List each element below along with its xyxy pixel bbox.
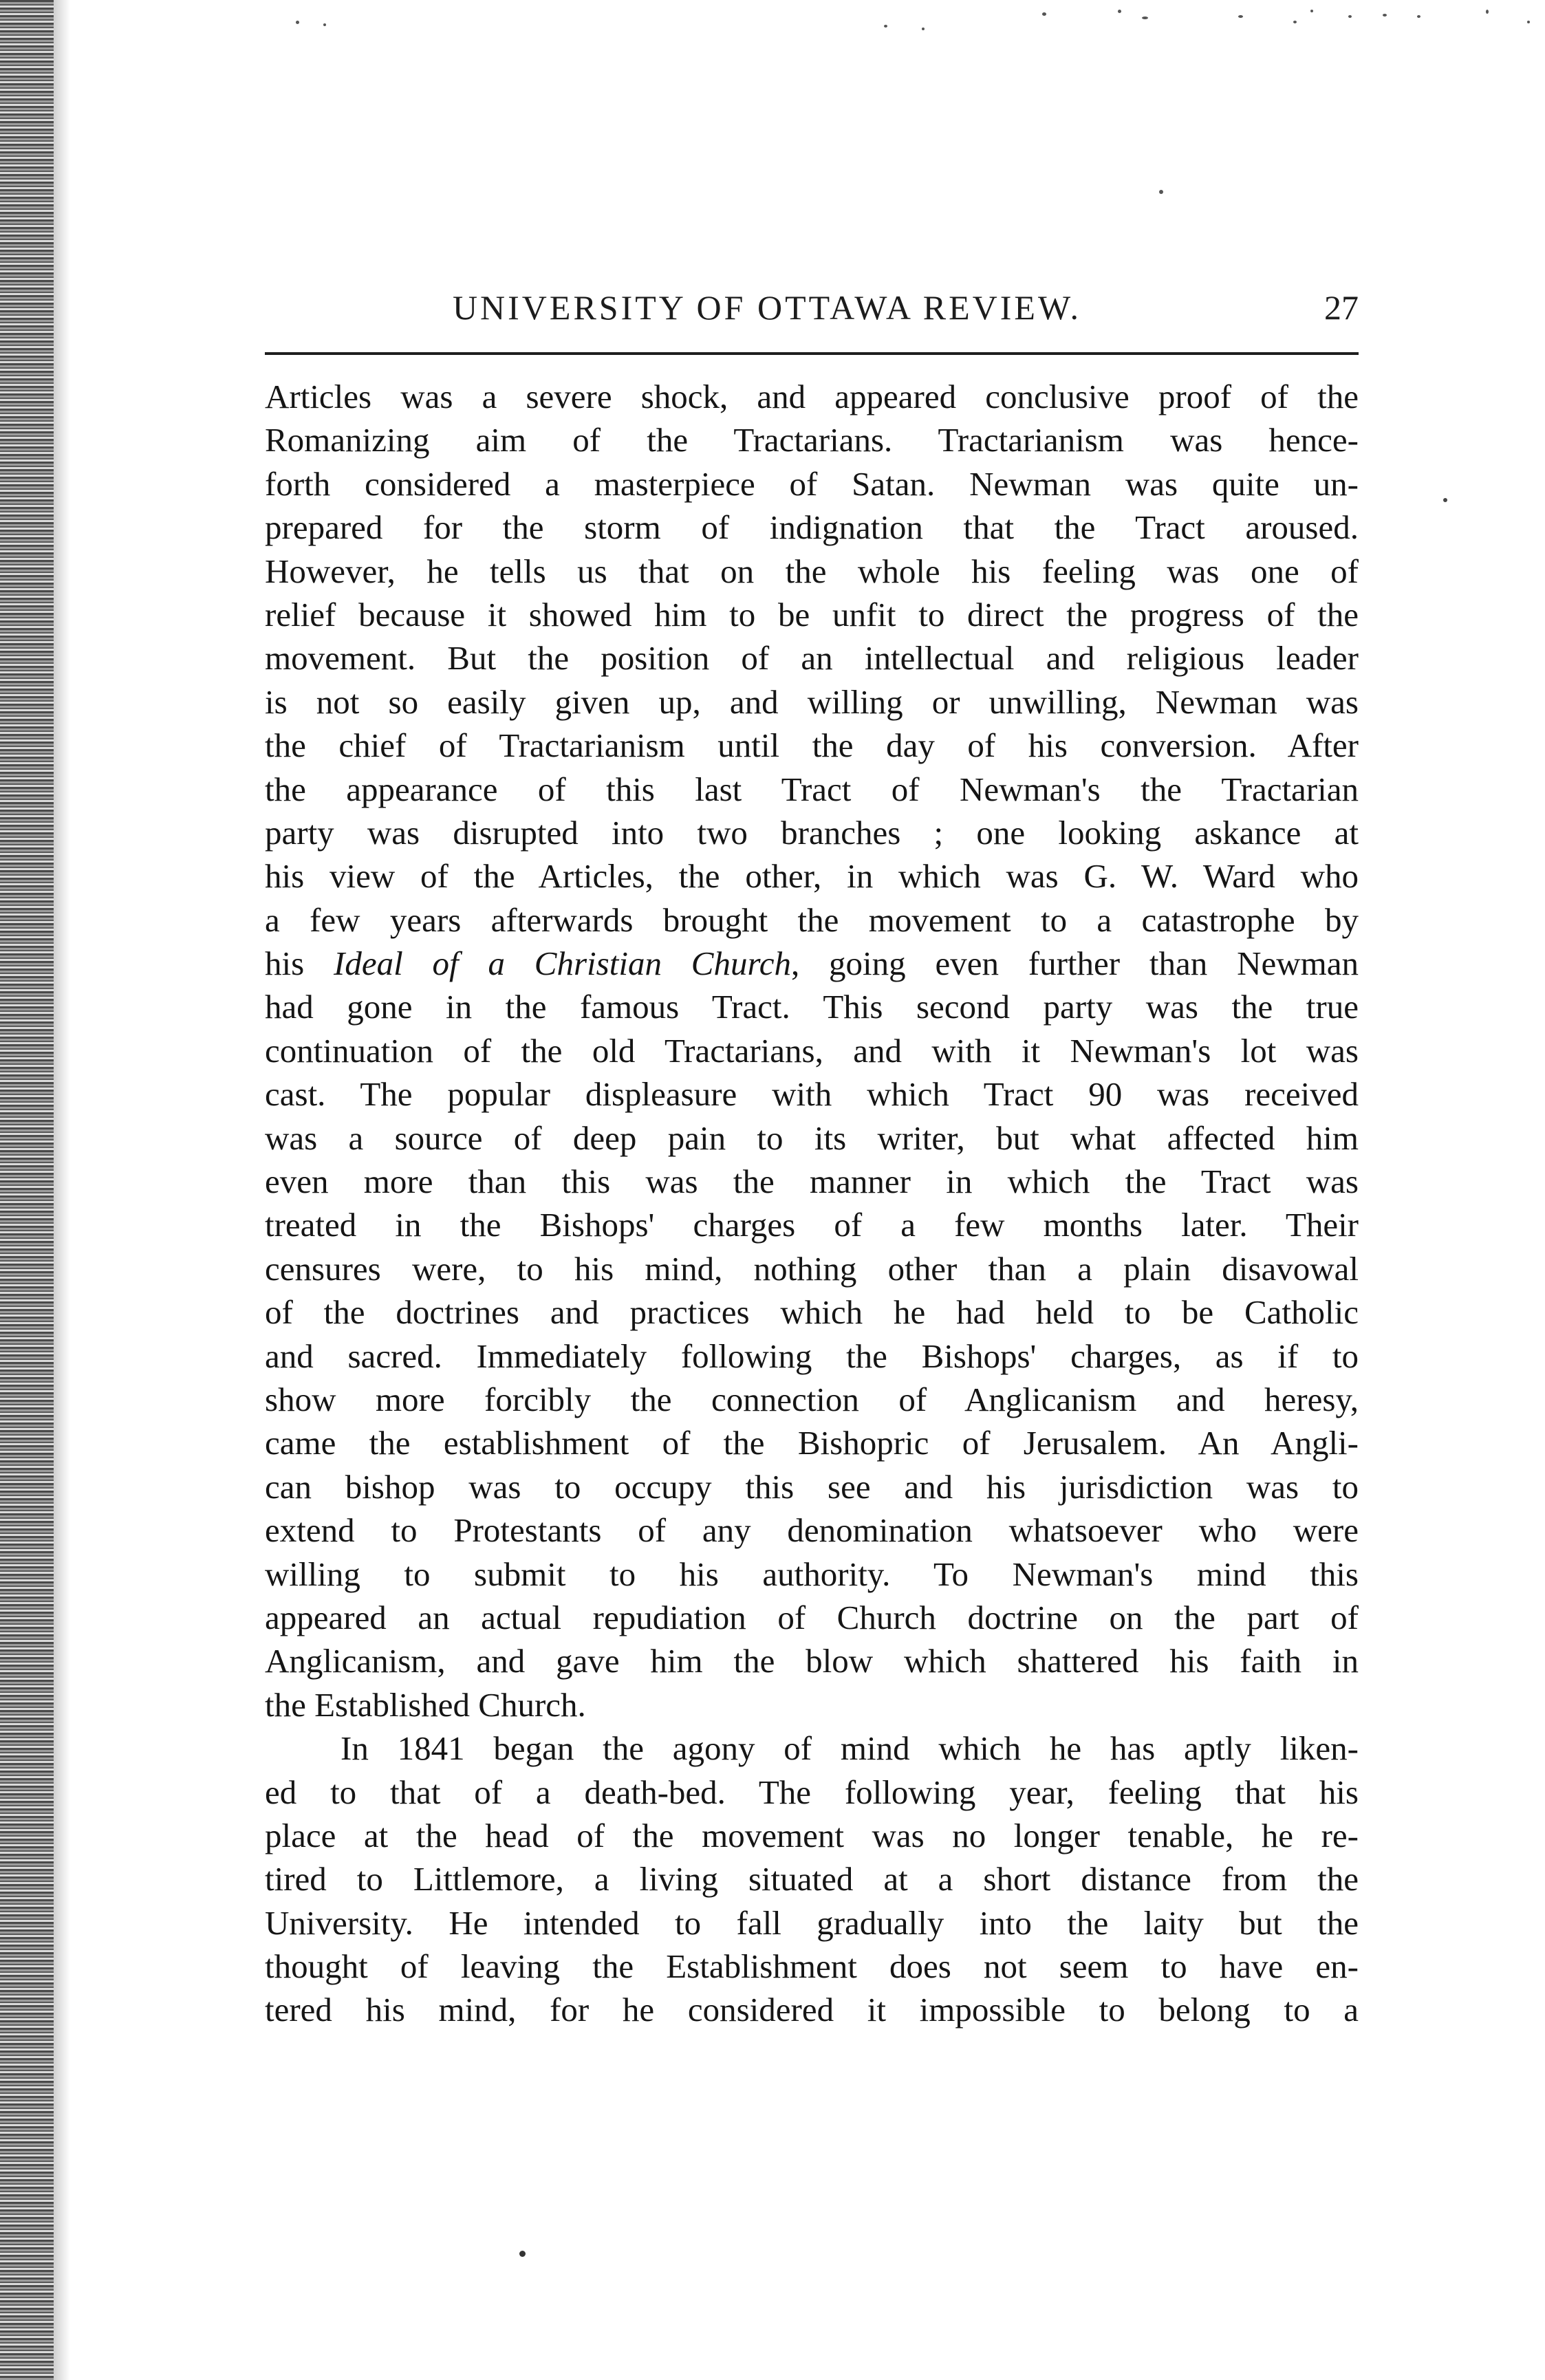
page-number: 27 [1324,288,1359,327]
text-line: cast. The popular displeasure with which Tract 90 was received [265,1075,1359,1114]
text-line: thought of leaving the Establishment does not seem to have en- [265,1947,1359,1986]
text-line: of the doctrines and practices which he had held to be Catholic [265,1293,1359,1332]
text-line: University. He intended to fall gradually into the laity but the [265,1903,1359,1942]
text-line: tired to Littlemore, a living situated at a short distance from the [265,1860,1359,1898]
running-title: UNIVERSITY OF OTTAWA REVIEW. [452,288,1082,327]
text-line: relief because it showed him to be unfit to direct the progress of the [265,595,1359,634]
text-line: show more forcibly the connection of Anglicanism and heresy, [265,1380,1359,1418]
text-line: Articles was a severe shock, and appeared conclusive proof of the [265,378,1359,415]
text-line: is not so easily given up, and willing or unwilling, Newman was [265,682,1359,721]
binding-shadow [54,0,70,2380]
header-rule [265,352,1359,355]
text-line: the appearance of this last Tract of Newman's the Tractarian [265,770,1359,808]
text-line: Anglicanism, and gave him the blow which shattered his faith in [265,1642,1359,1680]
text-line: his Ideal of a Christian Church, going even further than Newman [265,944,1359,983]
text-line: movement. But the position of an intellectual and religious leader [265,639,1359,678]
text-line: was a source of deep pain to its writer, but what affected him [265,1118,1359,1157]
body-text [265,375,1359,2032]
text-line: a few years afterwards brought the movement to a catastrophe by [265,900,1359,939]
running-head [265,288,1359,343]
text-line: the chief of Tractarianism until the day of his conversion. After [265,726,1359,765]
paragraph-2 [265,1727,1359,2032]
text-line: party was disrupted into two branches ; one looking askance at [265,813,1359,852]
text-line: came the establishment of the Bishopric of Jerusalem. An Angli- [265,1424,1359,1462]
text-line: Romanizing aim of the Tractarians. Tractarianism was hence- [265,421,1359,459]
text-line: tered his mind, for he considered it impossible to belong to a [265,1991,1359,2029]
text-line: willing to submit to his authority. To Newman's mind this [265,1555,1359,1593]
text-line: extend to Protestants of any denomination whatsoever who were [265,1511,1359,1550]
text-line: ed to that of a death-bed. The following year, feeling that his [265,1773,1359,1811]
text-line: and sacred. Immediately following the Bishops' charges, as if to [265,1337,1359,1375]
text-line: had gone in the famous Tract. This second party was the true [265,988,1359,1026]
scan-specks [0,0,1545,62]
text-line: even more than this was the manner in which the Tract was [265,1162,1359,1201]
text-line: his view of the Articles, the other, in which was G. W. Ward who [265,857,1359,896]
book-title: Ideal of a Christian Church [334,944,791,983]
text-line: However, he tells us that on the whole his feeling was one of [265,552,1359,590]
text-line: continuation of the old Tractarians, and with it Newman's lot was [265,1031,1359,1070]
text-line: can bishop was to occupy this see and his jurisdiction was to [265,1467,1359,1506]
text-line: appeared an actual repudiation of Church doctrine on the part of [265,1598,1359,1636]
scan-speck [1159,190,1163,194]
text-line: prepared for the storm of indignation that the Tract aroused. [265,508,1359,547]
paragraph-1 [265,375,1359,1727]
scan-speck [1443,498,1447,502]
text-line: place at the head of the movement was no longer tenable, he re- [265,1816,1359,1854]
text-line: censures were, to his mind, nothing other than a plain disavowal [265,1249,1359,1288]
text-line: forth considered a masterpiece of Satan. Newman was quite un- [265,464,1359,503]
binding-edge [0,0,54,2380]
text-line: the Established Church. [265,1685,586,1724]
text-line: In 1841 began the agony of mind which he has aptly liken- [341,1729,1359,1768]
scan-speck [519,2251,526,2257]
text-line: treated in the Bishops' charges of a few months later. Their [265,1206,1359,1244]
